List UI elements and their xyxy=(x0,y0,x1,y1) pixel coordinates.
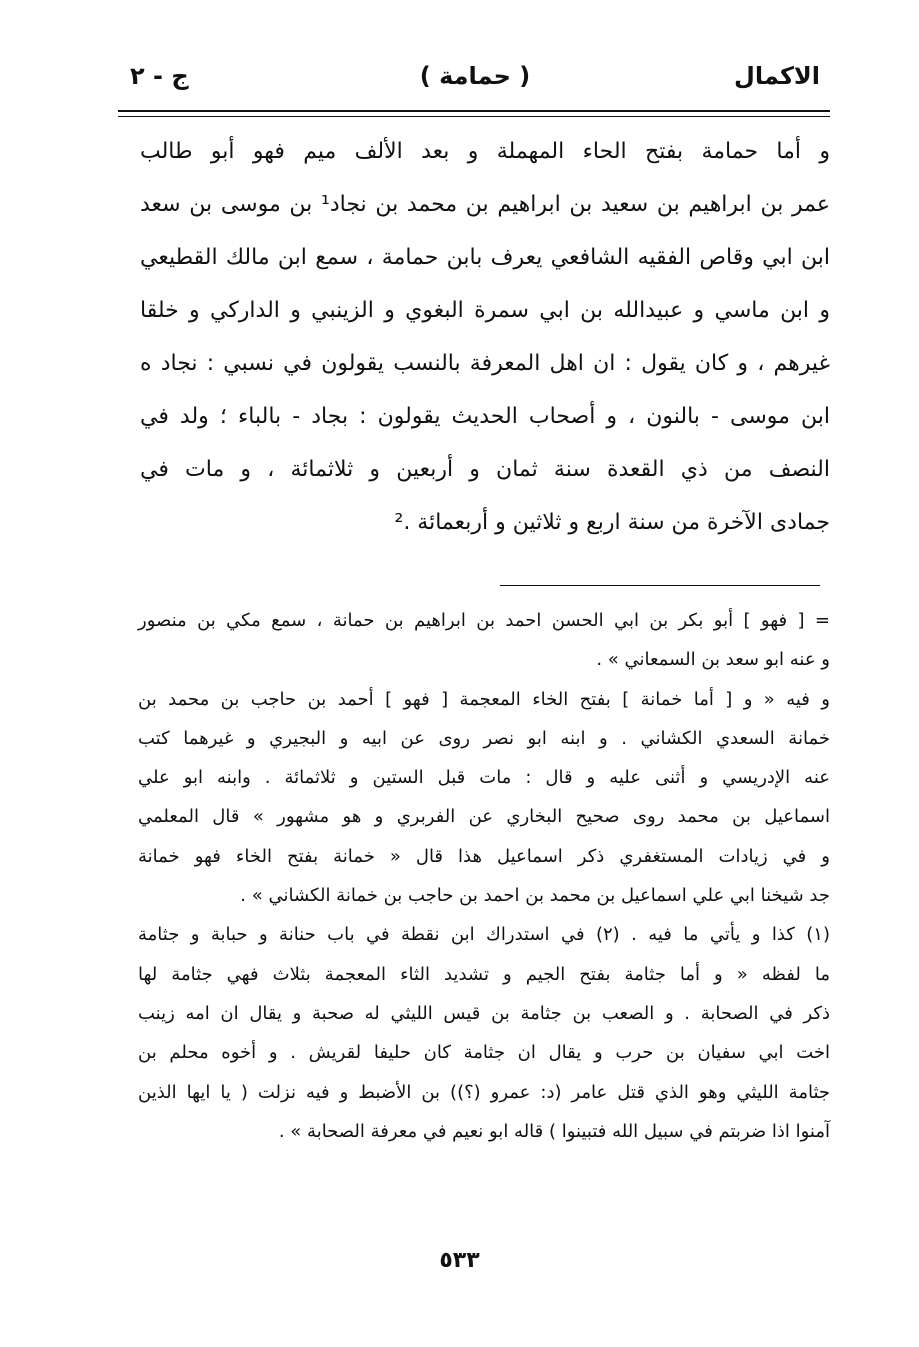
main-line: ابن موسى - بالنون ، و أصحاب الحديث يقولون : بجاد - بالباء ؛ ولد في xyxy=(140,404,830,429)
footnote-line: عنه الإدريسي و أثنى عليه و قال : مات قبل الستين و ثلاثمائة . وابنه ابو علي xyxy=(138,767,830,789)
footnotes xyxy=(138,604,830,1154)
footnote-line: خمانة السعدي الكشاني . و ابنه ابو نصر روى عن ابيه و البجيري و غيرهما كتب xyxy=(138,727,830,749)
footnote-line: و فيه « و [ أما خمانة ] بفتح الخاء المعجمة [ فهو ] أحمد بن حاجب بن محمد بن xyxy=(138,688,830,710)
footnote-line: و في زيادات المستغفري ذكر اسماعيل هذا قال « خمانة بفتح الخاء فهو خمانة xyxy=(138,845,830,867)
main-line: ابن ابي وقاص الفقيه الشافعي يعرف بابن حمامة ، سمع ابن مالك القطيعي xyxy=(140,245,830,270)
footnote-line: ما لفظه « و أما جثامة بفتح الجيم و تشديد الثاء المعجمة بثلاث فهي جثامة لها xyxy=(138,963,830,985)
main-line: غيرهم ، و كان يقول : ان اهل المعرفة بالنسب يقولون في نسبي : نجاد ه xyxy=(140,351,830,376)
book-title: الاكمال xyxy=(734,62,820,90)
header-rule-thin xyxy=(118,116,830,117)
page-number: ٥٣٣ xyxy=(439,1248,480,1273)
footnote-line: اخت ابي سفيان بن حرب و يقال ان جثامة كان حليفا لقريش . و أخوه محلم بن xyxy=(138,1042,830,1064)
header-rule-thick xyxy=(118,110,830,112)
footnote-line: جد شيخنا ابي علي اسماعيل بن محمد بن احمد بن حاجب بن خمانة الكشاني » . xyxy=(240,885,830,907)
footnote-line: جثامة الليثي وهو الذي قتل عامر (د: عمرو (؟)) بن الأضبط و فيه نزلت ( يا ايها الذين xyxy=(138,1081,830,1103)
main-line: و ابن ماسي و عبيدالله بن ابي سمرة البغوي و الزينبي و الداركي و خلقا xyxy=(140,298,830,323)
footnote-line: اسماعيل بن محمد روى صحيح البخاري عن الفربري و هو مشهور » قال المعلمي xyxy=(138,806,830,828)
footnote-line: آمنوا اذا ضربتم في سبيل الله فتبينوا ) قاله ابو نعيم في معرفة الصحابة » . xyxy=(278,1120,830,1142)
footnote-line: ذكر في الصحابة . و الصعب بن جثامة بن قيس الليثي له صحبة و يقال ان امه زينب xyxy=(138,1002,830,1024)
main-text xyxy=(140,132,830,556)
footnote-separator xyxy=(500,585,820,586)
main-line: و أما حمامة بفتح الحاء المهملة و بعد الألف ميم فهو أبو طالب xyxy=(140,139,830,164)
main-line: النصف من ذي القعدة سنة ثمان و أربعين و ثلاثمائة ، و مات في xyxy=(140,457,830,482)
footnote-line: (١) كذا و يأتي ما فيه . (٢) في استدراك ابن نقطة في باب حنانة و حبابة و جثامة xyxy=(138,924,830,946)
main-line: جمادى الآخرة من سنة اربع و ثلاثين و أربعمائة .² xyxy=(394,510,830,535)
main-line: عمر بن ابراهيم بن سعيد بن ابراهيم بن محمد بن نجاد¹ بن موسى بن سعد xyxy=(140,192,830,217)
volume-number: ج - ٢ xyxy=(130,62,189,90)
footnote-line: = [ فهو ] أبو بكر بن ابي الحسن احمد بن ابراهيم بن حمانة ، سمع مكي بن منصور xyxy=(138,610,830,631)
running-header xyxy=(130,62,820,102)
footnote-line: و عنه ابو سعد بن السمعاني » . xyxy=(596,649,830,671)
entry-title: ( حمامة ) xyxy=(419,62,531,90)
